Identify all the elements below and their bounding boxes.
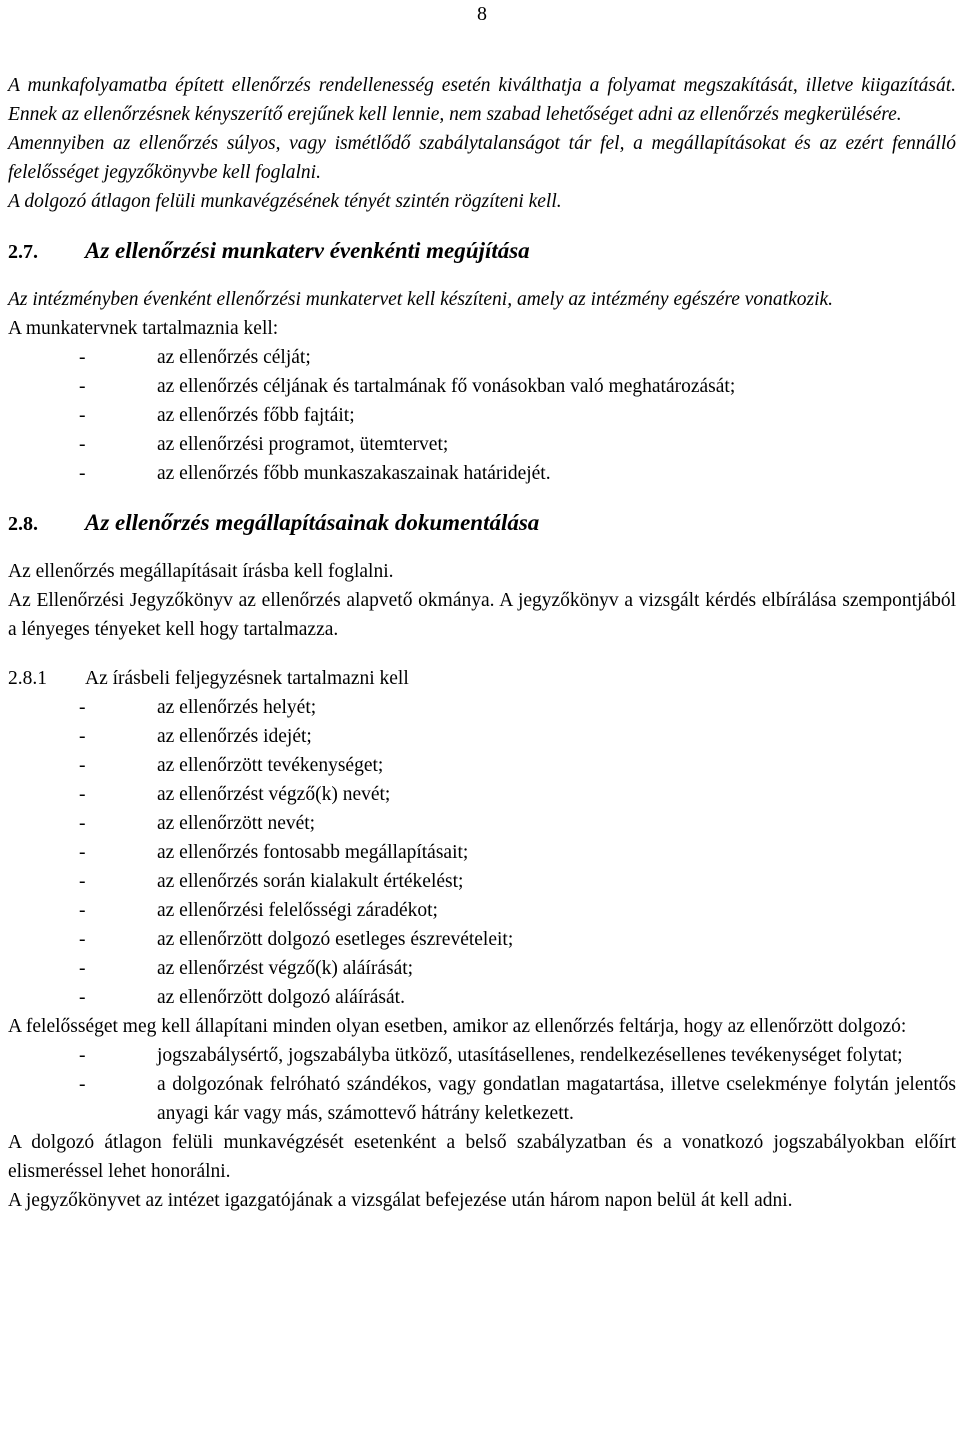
list-dash: -	[79, 755, 86, 776]
section-title: Az ellenőrzési munkaterv évenkénti megújítása	[85, 238, 530, 263]
list-dash: -	[79, 1074, 86, 1095]
closing-paragraph-1: A dolgozó átlagon felüli munkavégzését esetenként a belső szabályzatban és a vonatkozó jogszabályokban előírt elismeréssel lehet honorálni.	[8, 1132, 956, 1182]
list-item-text: az ellenőrzés célját;	[157, 347, 311, 368]
list-item	[8, 983, 956, 1012]
page-content	[8, 71, 956, 1215]
list-dash: -	[79, 405, 86, 426]
responsibility-list	[8, 1041, 956, 1128]
list-item-text: az ellenőrzés céljának és tartalmának fő vonásokban való meghatározását;	[157, 376, 736, 397]
list-item	[8, 954, 956, 983]
list-item-text: az ellenőrzés idejét;	[157, 726, 312, 747]
section-heading-2-8	[8, 508, 956, 539]
list-dash: -	[79, 1045, 86, 1066]
list-dash: -	[79, 697, 86, 718]
section-2-8-paragraph-2: Az Ellenőrzési Jegyzőkönyv az ellenőrzés alapvető okmánya. A jegyzőkönyv a vizsgált kérdés elbírálása szempontjából a lényeges tényeket kell hogy tartalmazza.	[8, 590, 956, 640]
section-number: 2.7.	[8, 241, 38, 263]
section-2-7-paragraph: Az intézményben évenként ellenőrzési munkatervet kell készíteni, amely az intézmény egészére vonatkozik.	[8, 289, 834, 310]
list-dash: -	[79, 347, 86, 368]
list-item	[8, 780, 956, 809]
section-2-7-list	[8, 343, 956, 488]
list-dash: -	[79, 784, 86, 805]
list-item-text: az ellenőrzés főbb fajtáit;	[157, 405, 355, 426]
subsection-title: Az írásbeli feljegyzésnek tartalmazni kell	[85, 668, 409, 689]
list-dash: -	[79, 813, 86, 834]
list-dash: -	[79, 376, 86, 397]
list-item-text: az ellenőrzést végző(k) nevét;	[157, 784, 391, 805]
list-item-text: az ellenőrzési felelősségi záradékot;	[157, 900, 438, 921]
intro-paragraph-1: A munkafolyamatba épített ellenőrzés rendellenesség esetén kiválthatja a folyamat megszakítását, illetve kiigazítását. Ennek az ellenőrzésnek kényszerítő erejűnek kell lennie, nem szabad lehetőséget adni az ellenőrzés megkerülésére.	[8, 75, 956, 125]
list-item	[8, 751, 956, 780]
list-item-text: jogszabálysértő, jogszabályba ütköző, utasításellenes, rendelkezésellenes tevékenységet folytat;	[157, 1045, 903, 1066]
list-item	[8, 343, 956, 372]
list-item-text: az ellenőrzést végző(k) aláírását;	[157, 958, 414, 979]
list-item	[8, 372, 956, 401]
list-item-text: az ellenőrzött dolgozó esetleges észrevételeit;	[157, 929, 514, 950]
section-heading-2-7	[8, 236, 956, 267]
intro-paragraph-3: A dolgozó átlagon felüli munkavégzésének tényét szintén rögzíteni kell.	[8, 191, 562, 212]
section-2-7-list-intro: A munkatervnek tartalmaznia kell:	[8, 318, 279, 339]
list-dash: -	[79, 871, 86, 892]
section-2-8-1-list	[8, 693, 956, 1012]
list-item	[8, 838, 956, 867]
list-item	[8, 925, 956, 954]
list-dash: -	[79, 463, 86, 484]
list-item-text: az ellenőrzési programot, ütemtervet;	[157, 434, 449, 455]
responsibility-intro: A felelősséget meg kell állapítani minden olyan esetben, amikor az ellenőrzés feltárja, hogy az ellenőrzött dolgozó:	[8, 1016, 907, 1037]
list-item	[8, 1070, 956, 1128]
list-item	[8, 896, 956, 925]
list-item-text: az ellenőrzés során kialakult értékelést;	[157, 871, 464, 892]
list-dash: -	[79, 900, 86, 921]
section-2-8-paragraph-1: Az ellenőrzés megállapításait írásba kell foglalni.	[8, 561, 394, 582]
list-dash: -	[79, 987, 86, 1008]
list-item	[8, 722, 956, 751]
list-item	[8, 809, 956, 838]
list-item	[8, 430, 956, 459]
list-item-text: az ellenőrzés helyét;	[157, 697, 317, 718]
list-dash: -	[79, 958, 86, 979]
list-item	[8, 867, 956, 896]
list-dash: -	[79, 842, 86, 863]
list-item-text: az ellenőrzés fontosabb megállapításait;	[157, 842, 469, 863]
list-item-text: az ellenőrzött dolgozó aláírását.	[157, 987, 405, 1008]
list-item	[8, 1041, 956, 1070]
list-item-text: az ellenőrzött tevékenységet;	[157, 755, 384, 776]
section-title: Az ellenőrzés megállapításainak dokumentálása	[85, 510, 540, 535]
section-number: 2.8.	[8, 513, 38, 535]
list-item	[8, 459, 956, 488]
list-dash: -	[79, 929, 86, 950]
closing-paragraph-2: A jegyzőkönyvet az intézet igazgatójának a vizsgálat befejezése után három napon belül át kell adni.	[8, 1190, 793, 1211]
list-dash: -	[79, 726, 86, 747]
subsection-heading-2-8-1	[8, 664, 956, 693]
list-item-text: a dolgozónak felróható szándékos, vagy gondatlan magatartása, illetve cselekménye folytán jelentős anyagi kár vagy más, számottevő hátrány keletkezett.	[157, 1074, 956, 1124]
list-item	[8, 401, 956, 430]
list-dash: -	[79, 434, 86, 455]
subsection-number: 2.8.1	[8, 668, 47, 689]
list-item	[8, 693, 956, 722]
intro-paragraph-2: Amennyiben az ellenőrzés súlyos, vagy ismétlődő szabálytalanságot tár fel, a megállapításokat és az ezért fennálló felelősséget jegyzőkönyvbe kell foglalni.	[8, 133, 956, 183]
list-item-text: az ellenőrzött nevét;	[157, 813, 316, 834]
page-number: 8	[477, 3, 487, 25]
list-item-text: az ellenőrzés főbb munkaszakaszainak határidejét.	[157, 463, 551, 484]
